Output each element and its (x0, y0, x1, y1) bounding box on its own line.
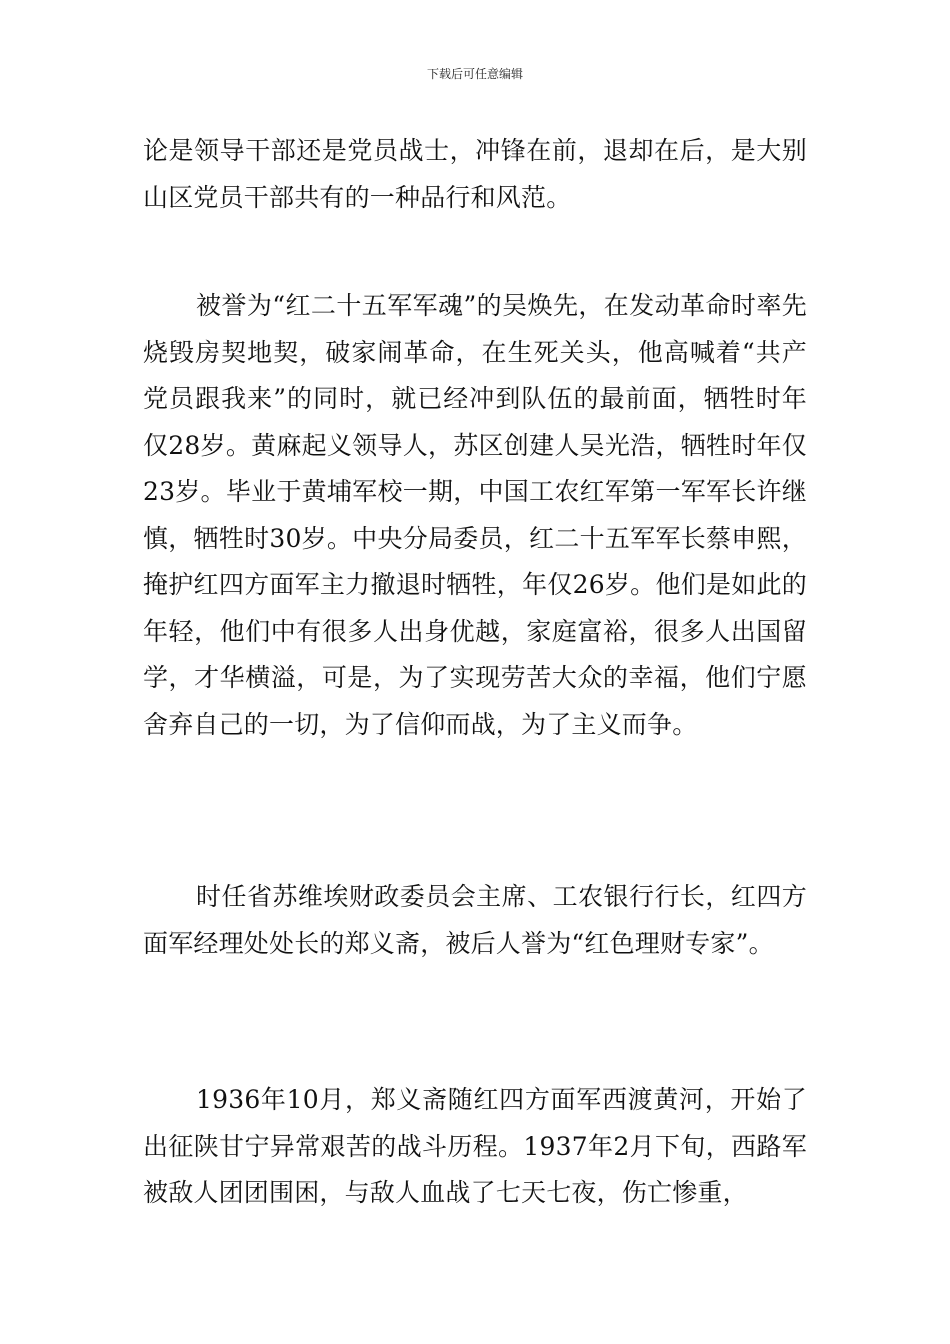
paragraph-3: 时任省苏维埃财政委员会主席、工农银行行长，红四方面军经理处处长的郑义斋，被后人誉为“红色理财专家”。 (143, 882, 807, 958)
paragraph-2: 被誉为“红二十五军军魂”的吴焕先，在发动革命时率先烧毁房契地契，破家闹革命，在生死关头，他高喊着“共产党员跟我来”的同时，就已经冲到队伍的最前面，牺牲时年仅28岁。黄麻起义领导人，苏区创建人吴光浩，牺牲时年仅23岁。毕业于黄埔军校一期，中国工农红军第一军军长许继慎，牺牲时30岁。中央分局委员，红二十五军军长蔡申熙，掩护红四方面军主力撤退时牺牲，年仅26岁。他们是如此的年轻，他们中有很多人出身优越，家庭富裕，很多人出国留学，才华横溢，可是，为了实现劳苦大众的幸福，他们宁愿舍弃自己的一切，为了信仰而战，为了主义而争。 (143, 291, 807, 739)
paragraph-4: 1936年10月，郑义斋随红四方面军西渡黄河，开始了出征陕甘宁异常艰苦的战斗历程。1937年2月下旬，西路军被敌人团团围困，与敌人血战了七天七夜，伤亡惨重， (143, 1085, 807, 1207)
page-header: 下载后可任意编辑 (426, 67, 523, 81)
paragraph-1: 论是领导干部还是党员战士，冲锋在前，退却在后，是大别山区党员干部共有的一种品行和风范。 (143, 136, 807, 212)
